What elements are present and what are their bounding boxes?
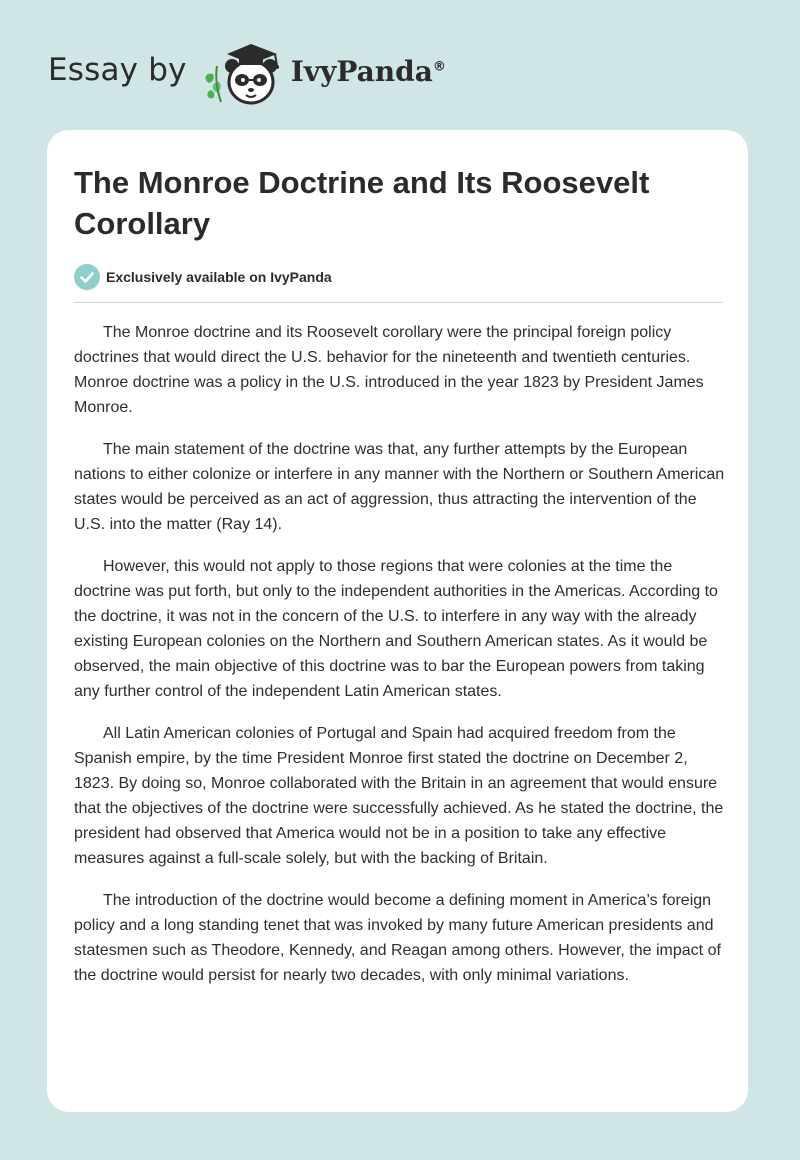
brand-name-text: IvyPanda (290, 54, 433, 88)
brand-header (48, 36, 446, 108)
divider (74, 302, 723, 303)
check-circle-icon (74, 264, 100, 290)
exclusive-badge (74, 264, 332, 290)
registered-mark: ® (432, 59, 446, 75)
essay-card (47, 130, 748, 1112)
paragraph: The Monroe doctrine and its Roosevelt corollary were the principal foreign policy doctrines that would direct the U.S. behavior for the nineteenth and twentieth centuries. Monroe doctrine was a policy in the U.S. introduced in the year 1823 by President James Monroe. (74, 324, 704, 416)
paragraph: The main statement of the doctrine was that, any further attempts by the European nations to either colonize or interfere in any manner with the Northern or Southern American states would be perceived as an act of aggression, thus attracting the intervention of the U.S. into the matter (Ray 14). (74, 441, 725, 533)
essay-body (74, 320, 726, 1005)
essay-by-label: Essay by (48, 52, 187, 88)
page-title: The Monroe Doctrine and Its Roosevelt Corollary (74, 165, 650, 241)
paragraph: However, this would not apply to those regions that were colonies at the time the doctrine was put forth, but only to the independent authorities in the Americas. According to the doctrine, it was not in the concern of the U.S. to interfere in any way with the already existing European colonies on the Northern and Southern American states. As it would be observed, the main objective of this doctrine was to bar the European powers from taking any further control of the independent Latin American states. (74, 558, 718, 700)
panda-graduate-icon (199, 36, 291, 108)
paragraph: All Latin American colonies of Portugal and Spain had acquired freedom from the Spanish empire, by the time President Monroe first stated the doctrine on December 2, 1823. By doing so, Monroe collaborated with the Britain in an agreement that would ensure that the objectives of the doctrine were successfully achieved. As he stated the doctrine, the president had observed that America would not be in a position to take any effective measures against a full-scale solely, but with the backing of Britain. (74, 725, 724, 867)
paragraph: The introduction of the doctrine would become a defining moment in America’s foreign policy and a long standing tenet that was invoked by many future American presidents and statesmen such as Theodore, Kennedy, and Reagan among others. However, the impact of the doctrine would persist for nearly two decades, with only minimal variations. (74, 892, 721, 984)
brand-name (291, 55, 446, 88)
exclusive-badge-label: Exclusively available on IvyPanda (106, 269, 332, 285)
